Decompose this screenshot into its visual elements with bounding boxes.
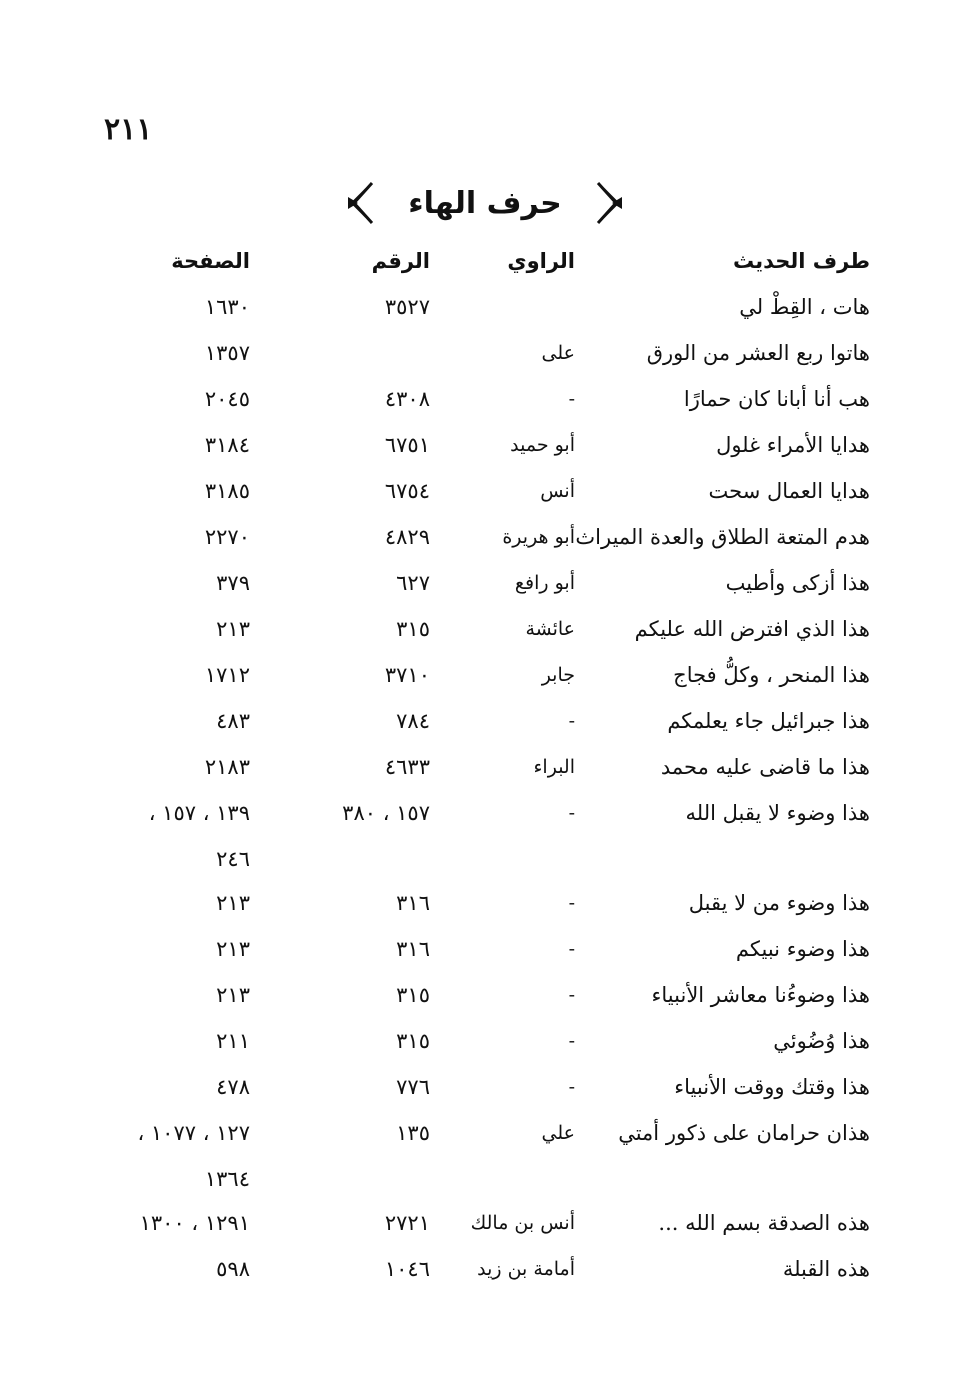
number-cell: ٣١٥ xyxy=(396,617,430,641)
hadith-cell: هذان حرامان على ذكور أمتي xyxy=(618,1121,870,1145)
rawi-cell xyxy=(435,284,575,330)
rawi-cell: عائشة xyxy=(525,618,575,640)
page-cell: ٢١٣ xyxy=(216,983,250,1007)
section-heading xyxy=(330,178,640,228)
number-cell: ٤٦٣٣ xyxy=(384,755,430,779)
number-cell: ٢٧٢١ xyxy=(384,1211,430,1235)
left-ornament-icon xyxy=(344,181,374,225)
page-cell: ٢٢٧٠ xyxy=(204,525,250,549)
hadith-cell: هاتوا ربع العشر من الورق xyxy=(646,341,870,365)
page-cell: ٤٧٨ xyxy=(216,1075,250,1099)
table-row xyxy=(0,652,957,698)
header-hadith: طرف الحديث xyxy=(732,249,870,273)
number-cell: ٧٧٦ xyxy=(396,1075,430,1099)
page-cell: ٢١٣ xyxy=(216,891,250,915)
rawi-cell: - xyxy=(568,938,575,960)
page-cell-continuation: ٢٤٦ xyxy=(216,847,250,871)
table-row xyxy=(0,560,957,606)
table-row xyxy=(0,422,957,468)
number-cell: ٣١٥ xyxy=(396,983,430,1007)
page-cell: ١٧١٢ xyxy=(204,663,250,687)
rawi-cell: علي xyxy=(541,1122,575,1144)
rawi-cell: أنس xyxy=(540,480,575,502)
table-row xyxy=(0,880,957,926)
hadith-cell: هدايا الأمراء غلول xyxy=(716,433,870,457)
page-number: ٢١١ xyxy=(104,112,153,147)
header-page: الصفحة xyxy=(171,249,250,273)
rawi-cell: أبو حميد xyxy=(510,434,575,456)
number-cell: ١٥٧ ، ٣٨٠ xyxy=(342,801,430,825)
hadith-cell: هات ، القِطْ لي xyxy=(739,295,870,319)
number-cell: ٤٨٢٩ xyxy=(384,525,430,549)
hadith-cell: هب أنا أبانا كان حمارًا xyxy=(683,387,870,411)
number-cell: ٤٣٠٨ xyxy=(384,387,430,411)
hadith-cell: هذا وضوء من لا يقبل xyxy=(688,891,870,915)
hadith-cell: هدم المتعة الطلاق والعدة الميراث xyxy=(575,525,870,549)
page-cell: ١٣٩ ، ١٥٧ ، xyxy=(148,801,250,825)
table-row xyxy=(0,1018,957,1064)
number-cell: ٣٧١٠ xyxy=(384,663,430,687)
table-row xyxy=(0,972,957,1018)
rawi-cell: على xyxy=(541,342,575,364)
rawi-cell: جابر xyxy=(541,664,575,686)
rawi-cell: البراء xyxy=(533,756,575,778)
hadith-cell: هذه القبلة xyxy=(782,1257,870,1281)
hadith-cell: هذا وُضُوئي xyxy=(773,1029,870,1053)
table-row xyxy=(0,1246,957,1292)
page-cell: ٢١٨٣ xyxy=(204,755,250,779)
table-row xyxy=(0,606,957,652)
rawi-cell: - xyxy=(568,892,575,914)
hadith-cell: هذا جبرائيل جاء يعلمكم xyxy=(667,709,870,733)
hadith-cell: هذا الذي افترض الله عليكم xyxy=(634,617,870,641)
rawi-cell: أبو رافع xyxy=(514,572,575,594)
hadith-cell: هذا المنحر ، وكلُّ فجاج xyxy=(673,663,870,687)
table-row xyxy=(0,376,957,422)
number-cell: ٦٧٥١ xyxy=(384,433,430,457)
hadith-cell: هذا ما قاضى عليه محمد xyxy=(660,755,870,779)
table-row xyxy=(0,744,957,790)
table-row xyxy=(0,698,957,744)
page-cell: ١٢٩١ ، ١٣٠٠ xyxy=(139,1211,250,1235)
page-cell-continuation: ١٣٦٤ xyxy=(204,1167,250,1191)
hadith-cell: هذا وقتك ووقت الأنبياء xyxy=(674,1075,870,1099)
number-cell: ٧٨٤ xyxy=(396,709,430,733)
number-cell: ٣١٦ xyxy=(396,891,430,915)
hadith-cell: هذا وضوءُنا معاشر الأنبياء xyxy=(651,983,870,1007)
table-row xyxy=(0,514,957,560)
table-row xyxy=(0,468,957,514)
rawi-cell: - xyxy=(568,802,575,824)
page-cell: ١٢٧ ، ١٠٧٧ ، xyxy=(137,1121,250,1145)
page-cell: ٣١٨٥ xyxy=(204,479,250,503)
page-cell: ٤٨٣ xyxy=(216,709,250,733)
right-ornament-icon xyxy=(596,181,626,225)
section-title: حرف الهاء xyxy=(408,185,562,221)
table-row xyxy=(0,1064,957,1110)
hadith-index-table xyxy=(0,238,957,1292)
hadith-cell: هذا وضوء نبيكم xyxy=(735,937,870,961)
hadith-cell: هدايا العمال سحت xyxy=(708,479,870,503)
table-header-row xyxy=(0,238,957,284)
header-number: الرقم xyxy=(371,249,430,273)
table-row xyxy=(0,330,957,376)
table-body xyxy=(0,284,957,1292)
table-row xyxy=(0,926,957,972)
page-cell: ٢١٣ xyxy=(216,617,250,641)
page-cell: ٣١٨٤ xyxy=(204,433,250,457)
table-row xyxy=(0,284,957,330)
hadith-cell: هذا وضوء لا يقبل الله xyxy=(685,801,870,825)
rawi-cell: أبو هريرة xyxy=(502,526,575,548)
hadith-cell: هذا أزكى وأطيب xyxy=(725,571,870,595)
rawi-cell: - xyxy=(568,388,575,410)
rawi-cell: - xyxy=(568,984,575,1006)
number-cell: ٣٥٢٧ xyxy=(384,295,430,319)
table-row-continuation xyxy=(0,1156,957,1200)
number-cell: ٦٧٥٤ xyxy=(384,479,430,503)
number-cell: ١٣٥ xyxy=(396,1121,430,1145)
header-rawi: الراوي xyxy=(507,249,575,273)
rawi-cell: أنس بن مالك xyxy=(470,1212,575,1234)
number-cell: ٦٢٧ xyxy=(396,571,430,595)
hadith-cell: هذه الصدقة بسم الله ... xyxy=(658,1211,870,1235)
table-row-continuation xyxy=(0,836,957,880)
number-cell xyxy=(300,330,430,376)
rawi-cell: - xyxy=(568,1030,575,1052)
rawi-cell: - xyxy=(568,710,575,732)
table-row xyxy=(0,790,957,836)
number-cell: ٣١٥ xyxy=(396,1029,430,1053)
table-row xyxy=(0,1110,957,1156)
page-cell: ٢١٣ xyxy=(216,937,250,961)
page-cell: ٢٠٤٥ xyxy=(204,387,250,411)
rawi-cell: أمامة بن زيد xyxy=(477,1258,575,1280)
page-cell: ٣٧٩ xyxy=(216,571,250,595)
page-cell: ٥٩٨ xyxy=(216,1257,250,1281)
page-cell: ١٦٣٠ xyxy=(204,295,250,319)
page-cell: ١٣٥٧ xyxy=(204,341,250,365)
number-cell: ١٠٤٦ xyxy=(384,1257,430,1281)
rawi-cell: - xyxy=(568,1076,575,1098)
table-row xyxy=(0,1200,957,1246)
number-cell: ٣١٦ xyxy=(396,937,430,961)
page-cell: ٢١١ xyxy=(216,1029,250,1053)
